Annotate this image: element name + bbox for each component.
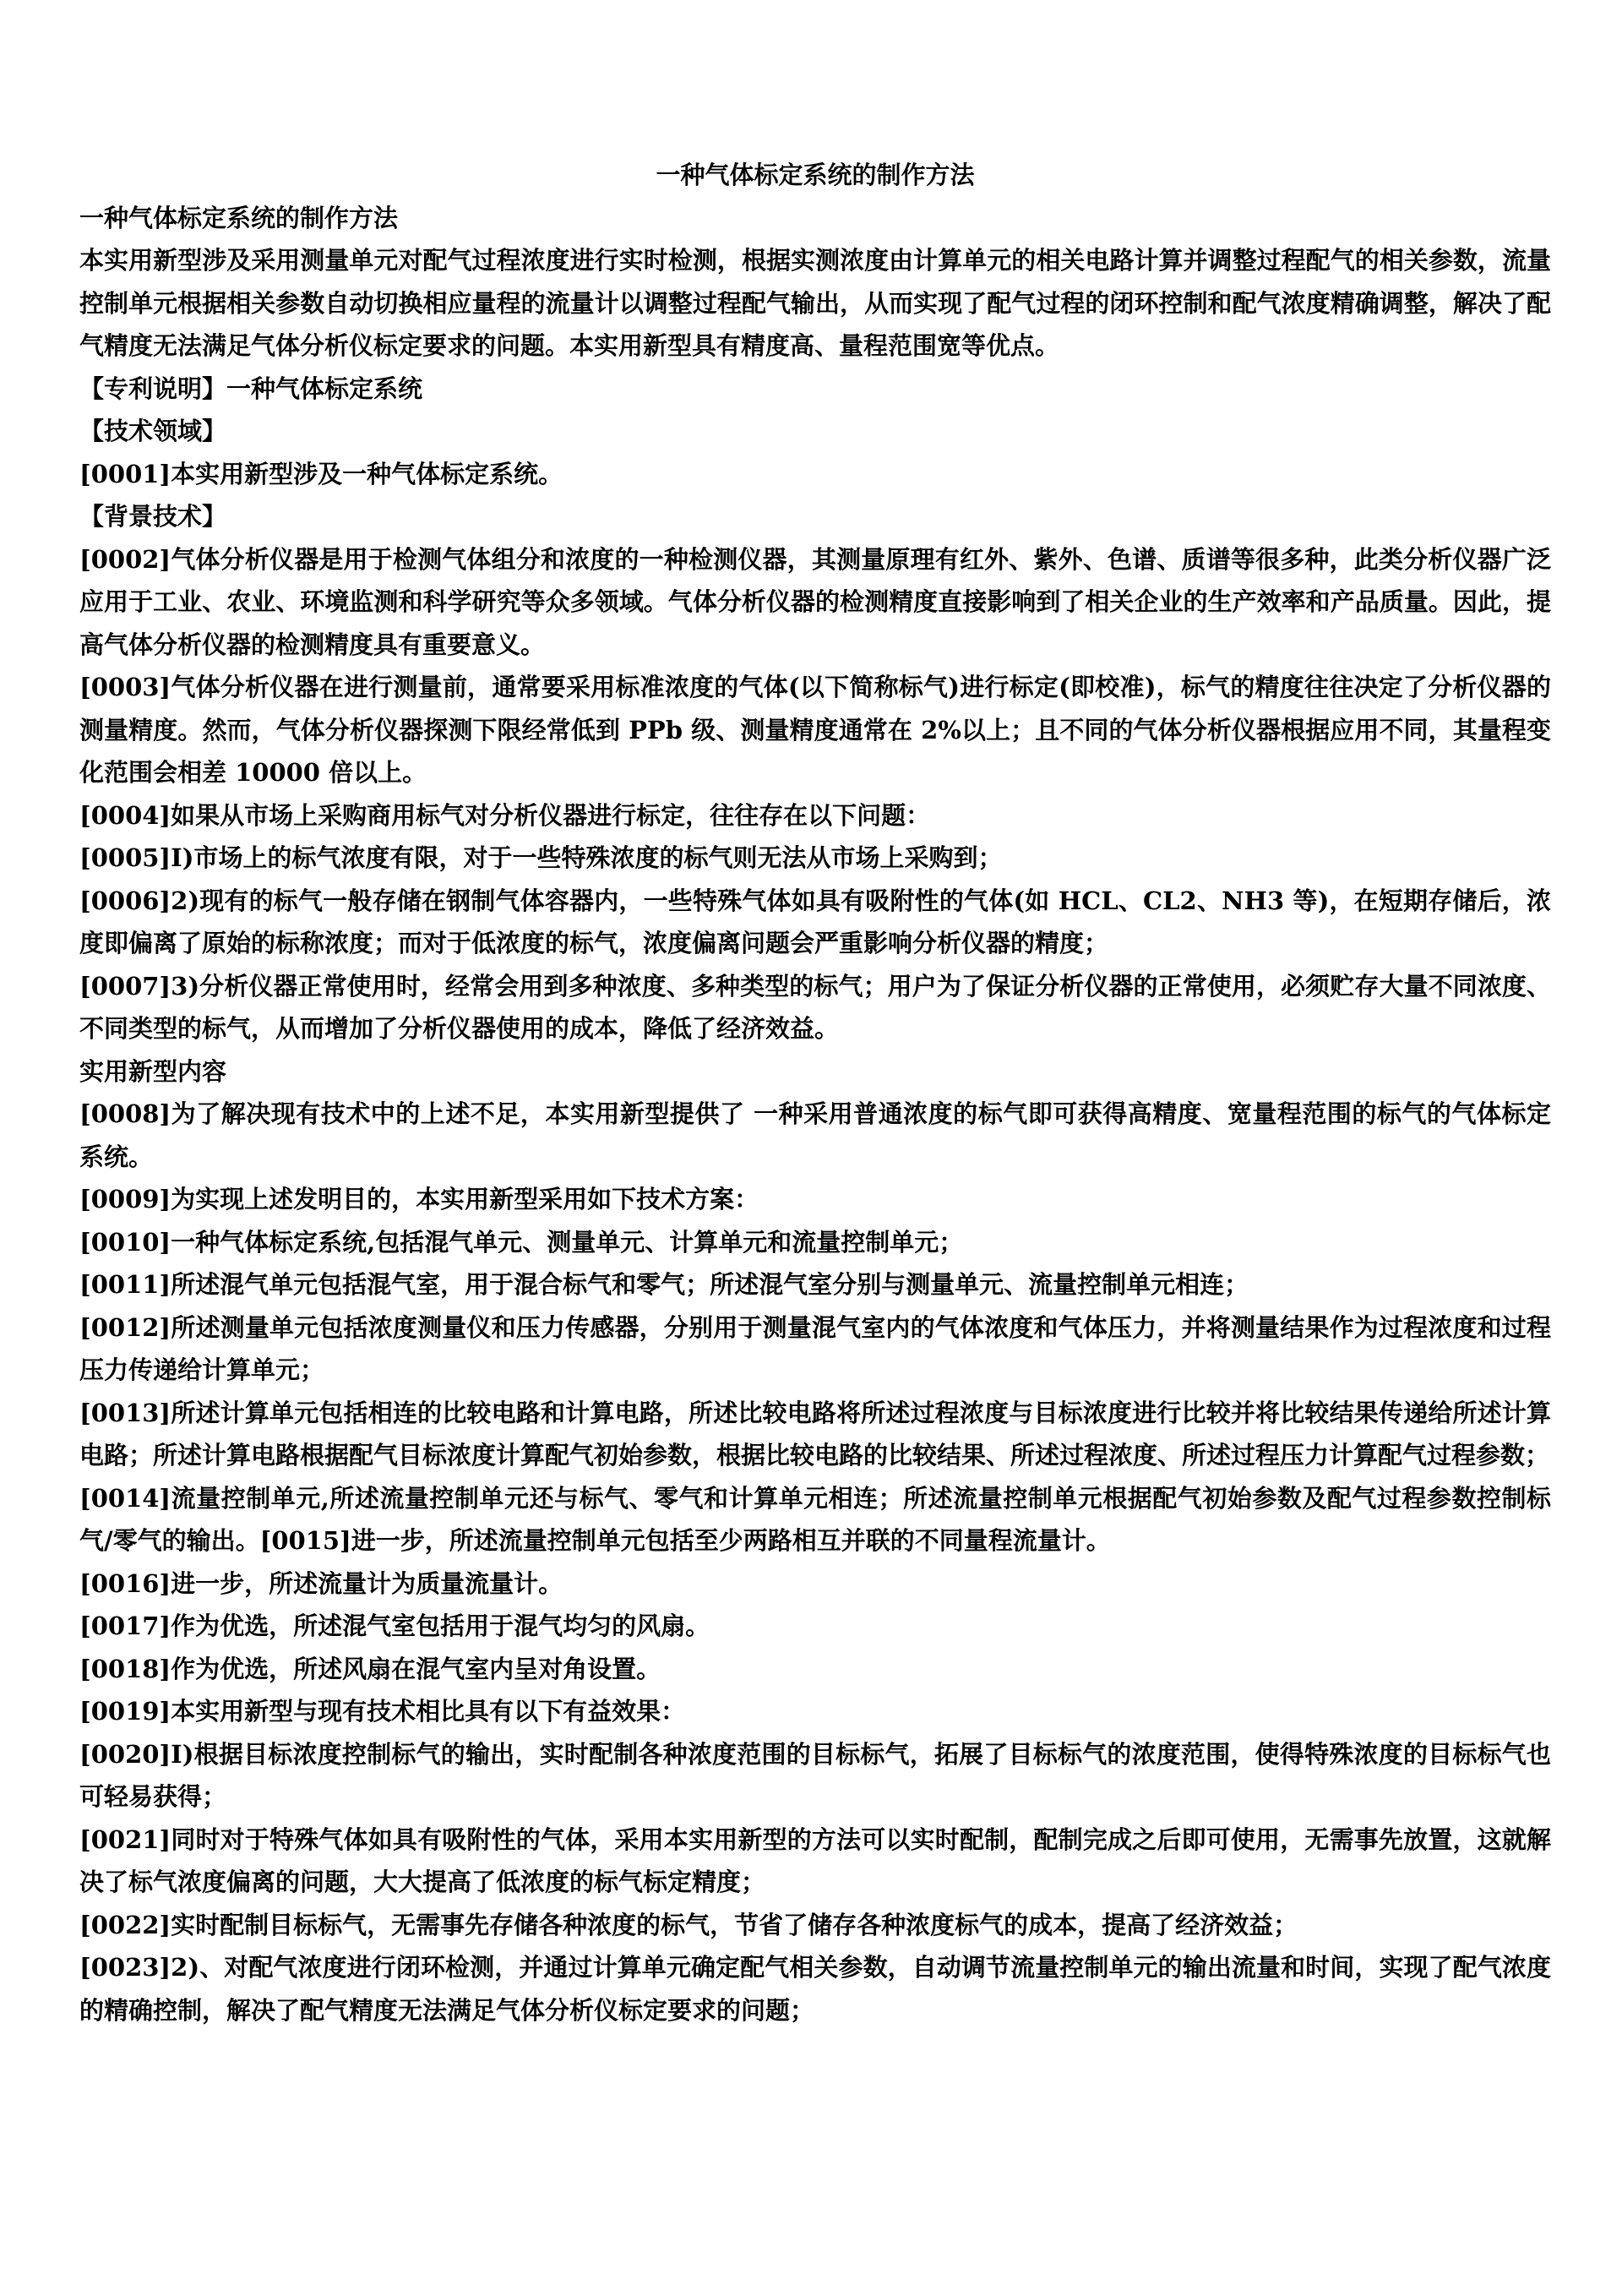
paragraph: [0019]本实用新型与现有技术相比具有以下有益效果： (79, 1697, 686, 1726)
paragraph: [0018]作为优选，所述风扇在混气室内呈对角设置。 (79, 1654, 661, 1683)
paragraph: [0013]所述计算单元包括相连的比较电路和计算电路，所述比较电路将所述过程浓度与目标浓度进行比较并将比较结果传递给所述计算电路；所述计算电路根据配气目标浓度计算配气初始参数，根据比较电路的比较结果、所述过程浓度、所述过程压力计算配气过程参数； (79, 1398, 1551, 1470)
paragraph: [0017]作为优选，所述混气室包括用于混气均匀的风扇。 (79, 1612, 710, 1640)
paragraph: [0009]为实现上述发明目的，本实用新型采用如下技术方案： (79, 1185, 759, 1213)
paragraph: [0010]一种气体标定系统,包括混气单元、测量单元、计算单元和流量控制单元； (79, 1227, 964, 1257)
document-title: 一种气体标定系统的制作方法 (656, 161, 975, 189)
paragraph: [0002]气体分析仪器是用于检测气体组分和浓度的一种检测仪器，其测量原理有红外、紫外、色谱、质谱等很多种，此类分析仪器广泛应用于工业、农业、环境监测和科学研究等众多领域。气体分析仪器的检测精度直接影响到了相关企业的生产效率和产品质量。因此，提高气体分析仪器的检测精度具有重要意义。 (79, 544, 1551, 659)
paragraph: [0005]I)市场上的标气浓度有限，对于一些特殊浓度的标气则无法从市场上采购到； (79, 843, 1003, 872)
paragraph: [0011]所述混气单元包括混气室，用于混合标气和零气；所述混气室分别与测量单元、流量控制单元相连； (79, 1270, 1249, 1299)
paragraph: [0007]3)分析仪器正常使用时，经常会用到多种浓度、多种类型的标气；用户为了保证分析仪器的正常使用，必须贮存大量不同浓度、不同类型的标气，从而增加了分析仪器使用的成本，降低了经济效益。 (79, 971, 1551, 1043)
paragraph: [0003]气体分析仪器在进行测量前，通常要采用标准浓度的气体(以下简称标气)进行标定(即校准)，标气的精度往往决定了分析仪器的测量精度。然而，气体分析仪器探测下限经常低到 PPb 级、测量精度通常在 2%以上；且不同的气体分析仪器根据应用不同，其量程变化范围会相差 10000 倍以上。 (79, 673, 1551, 787)
paragraph: [0023]2)、对配气浓度进行闭环检测，并通过计算单元确定配气相关参数，自动调节流量控制单元的输出流量和时间，实现了配气浓度的精确控制，解决了配气精度无法满足气体分析仪标定要求的问题； (79, 1953, 1551, 2025)
paragraph: [0008]为了解决现有技术中的上述不足，本实用新型提供了 一种采用普通浓度的标气即可获得高精度、宽量程范围的标气的气体标定系统。 (79, 1099, 1551, 1171)
paragraph: 【专利说明】一种气体标定系统 (79, 374, 423, 403)
paragraph: [0022]实时配制目标标气，无需事先存储各种浓度的标气，节省了储存各种浓度标气的成本，提高了经济效益； (79, 1910, 1298, 1939)
paragraph: [0014]流量控制单元,所述流量控制单元还与标气、零气和计算单元相连；所述流量控制单元根据配气初始参数及配气过程参数控制标气/零气的输出。[0015]进一步，所述流量控制单元包括至少两路相互并联的不同量程流量计。 (79, 1483, 1551, 1555)
document-body (79, 197, 1551, 2032)
paragraph: 本实用新型涉及采用测量单元对配气过程浓度进行实时检测，根据实测浓度由计算单元的相关电路计算并调整过程配气的相关参数，流量控制单元根据相关参数自动切换相应量程的流量计以调整过程配气输出，从而实现了配气过程的闭环控制和配气浓度精确调整，解决了配气精度无法满足气体分析仪标定要求的问题。本实用新型具有精度高、量程范围宽等优点。 (79, 246, 1551, 360)
paragraph: [0001]本实用新型涉及一种气体标定系统。 (79, 459, 563, 488)
document-page (79, 154, 1551, 2031)
paragraph: [0004]如果从市场上采购商用标气对分析仪器进行标定，往往存在以下问题： (79, 800, 931, 830)
paragraph: [0020]I)根据目标浓度控制标气的输出，实时配制各种浓度范围的目标标气，拓展了目标标气的浓度范围，使得特殊浓度的目标标气也可轻易获得； (79, 1739, 1551, 1811)
paragraph: 一种气体标定系统的制作方法 (79, 203, 399, 232)
paragraph: 【技术领域】 (79, 417, 227, 445)
paragraph: 【背景技术】 (79, 502, 227, 531)
paragraph: 实用新型内容 (79, 1056, 227, 1086)
paragraph: [0021]同时对于特殊气体如具有吸附性的气体，采用本实用新型的方法可以实时配制，配制完成之后即可使用，无需事先放置，这就解决了标气浓度偏离的问题，大大提高了低浓度的标气标定精度； (79, 1824, 1551, 1896)
paragraph: [0006]2)现有的标气一般存储在钢制气体容器内，一些特殊气体如具有吸附性的气体(如 HCL、CL2、NH3 等)，在短期存储后，浓度即偏离了原始的标称浓度；而对于低浓度的标气，浓度偏离问题会严重影响分析仪器的精度； (79, 886, 1551, 957)
paragraph: [0016]进一步，所述流量计为质量流量计。 (79, 1568, 563, 1598)
paragraph: [0012]所述测量单元包括浓度测量仪和压力传感器，分别用于测量混气室内的气体浓度和气体压力，并将测量结果作为过程浓度和过程压力传递给计算单元； (79, 1312, 1551, 1384)
